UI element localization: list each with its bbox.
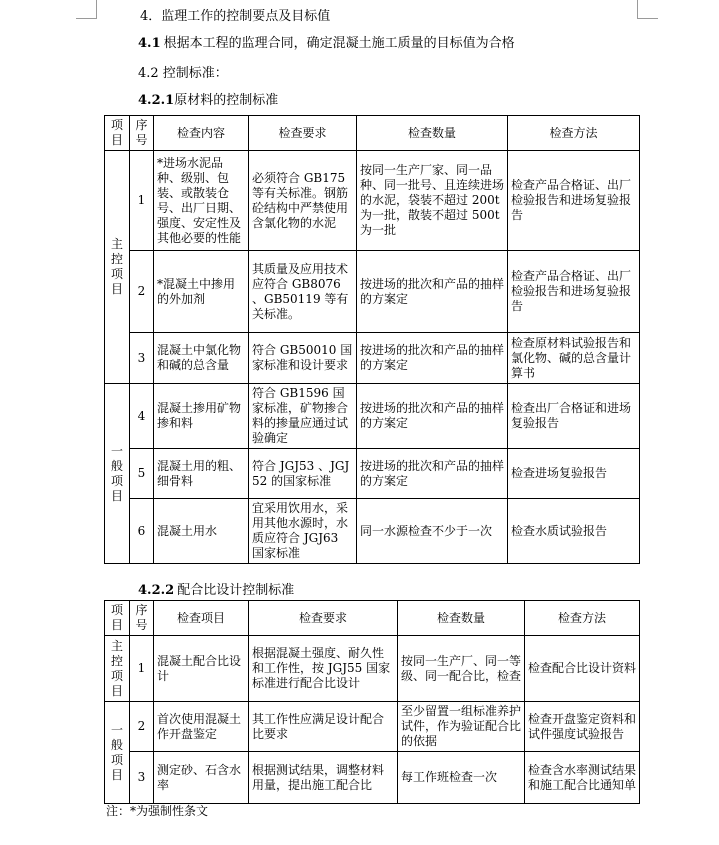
table2-row3-requirement: 根据测试结果，调整材料用量，提出施工配合比 [249,752,398,804]
table1-row6-quantity: 同一水源检查不少于一次 [357,499,508,564]
table2-header-quantity: 检查数量 [398,601,525,636]
table2-row2-requirement: 其工作性应满足设计配合比要求 [249,702,398,752]
table1-header-no: 序号 [130,116,154,151]
table1-header-requirement: 检查要求 [249,116,357,151]
paragraph-4-1-text: 根据本工程的监理合同，确定混凝土施工质量的目标值为合格 [163,36,515,51]
page-corner-mark-right [637,0,658,19]
table2-group-main: 主控项目 [105,636,130,702]
table1-row4-quantity: 按进场的批次和产品的抽样的方案定 [357,384,508,449]
table1-row4-content: 混凝土掺用矿物掺和料 [154,384,249,449]
table-row [105,636,640,702]
footnote: 注：*为强制性条文 [106,804,209,818]
table2-header-row [105,601,640,636]
table1-row2-no: 2 [130,251,154,333]
table2-row3-method: 检查含水率测试结果和施工配合比通知单 [525,752,640,804]
table1-header-row [105,116,640,151]
heading-4-2-1-text: 原材料的控制标准 [174,93,279,108]
heading-4-2-1-number: 4.2.1 [138,93,175,108]
table1-row5-quantity: 按进场的批次和产品的抽样的方案定 [357,449,508,499]
table-row [105,384,640,449]
table1-header-content: 检查内容 [154,116,249,151]
table1-row3-no: 3 [130,333,154,384]
table2-row1-content: 混凝土配合比设计 [154,636,249,702]
table2-header-method: 检查方法 [525,601,640,636]
table1-group-main: 主控项目 [105,151,130,384]
table1-row6-method: 检查水质试验报告 [508,499,640,564]
table1-row2-content: *混凝土中掺用的外加剂 [154,251,249,333]
table2-row1-requirement: 根据混凝土强度、耐久性和工作性，按 JGJ55 国家标准进行配合比设计 [249,636,398,702]
table1-row2-method: 检查产品合格证、出厂检验报告和进场复验报告 [508,251,640,333]
table1-header-project: 项目 [105,116,130,151]
table2-group-general: 一般项目 [105,702,130,804]
table1-row6-no: 6 [130,499,154,564]
table1-group-general: 一般项目 [105,384,130,564]
paragraph-4-1-number: 4.1 [138,36,161,51]
page-corner-mark-left [76,0,97,19]
table1-row1-requirement: 必须符合 GB175 等有关标准。钢筋砼结构中严禁使用含氯化物的水泥 [249,151,357,251]
table2-row2-no: 2 [130,702,154,752]
table1-row3-requirement: 符合 GB50010 国家标准和设计要求 [249,333,357,384]
table2-row1-method: 检查配合比设计资料 [525,636,640,702]
table1-row1-quantity: 按同一生产厂家、同一品种、同一批号、且连续进场的水泥，袋装不超过 200t 为一批，散装不超过 500t 为一批 [357,151,508,251]
table2-header-requirement: 检查要求 [249,601,398,636]
table1-header-method: 检查方法 [508,116,640,151]
table1-row5-no: 5 [130,449,154,499]
table1-row1-no: 1 [130,151,154,251]
heading-4-2-1 [138,89,278,108]
table2-header-project: 项目 [105,601,130,636]
table1-row2-quantity: 按进场的批次和产品的抽样的方案定 [357,251,508,333]
section-heading-4: 4．监理工作的控制要点及目标值 [140,9,331,24]
paragraph-4-1 [138,32,515,51]
table2-row1-quantity: 按同一生产厂、同一等级、同一配合比，检查 [398,636,525,702]
heading-4-2-2-text: 配合比设计控制标准 [177,583,295,598]
table-row [105,449,640,499]
paragraph-4-2: 4.2 控制标准： [138,66,228,81]
table-row [105,702,640,752]
table1-row3-quantity: 按进场的批次和产品的抽样的方案定 [357,333,508,384]
table1-row6-requirement: 宜采用饮用水，采用其他水源时，水质应符合 JGJ63 国家标准 [249,499,357,564]
table1-row1-method: 检查产品合格证、出厂检验报告和进场复验报告 [508,151,640,251]
table-row [105,752,640,804]
table2-row1-no: 1 [130,636,154,702]
table2-row2-content: 首次使用混凝土作开盘鉴定 [154,702,249,752]
table1-header-quantity: 检查数量 [357,116,508,151]
table-row [105,499,640,564]
table1-row4-no: 4 [130,384,154,449]
table2-header-no: 序号 [130,601,154,636]
table1-row6-content: 混凝土用水 [154,499,249,564]
table-row [105,333,640,384]
table1-row3-content: 混凝土中氯化物和碱的总含量 [154,333,249,384]
table1-row3-method: 检查原材料试验报告和氯化物、碱的总含量计算书 [508,333,640,384]
table1-row1-content: *进场水泥品种、级别、包装、或散装仓号、出厂日期、强度、安定性及其他必要的性能 [154,151,249,251]
table2-row2-quantity: 至少留置一组标准养护试件，作为验证配合比的依据 [398,702,525,752]
table2-row3-quantity: 每工作班检查一次 [398,752,525,804]
table1-row2-requirement: 其质量及应用技术应符合 GB8076 、GB50119 等有关标准。 [249,251,357,333]
table1-row4-method: 检查出厂合格证和进场复验报告 [508,384,640,449]
table1-row5-requirement: 符合 JGJ53 、JGJ52 的国家标准 [249,449,357,499]
table2-row3-content: 测定砂、石含水率 [154,752,249,804]
table-row [105,151,640,251]
mix-design-control-table [104,600,640,804]
table2-row2-method: 检查开盘鉴定资料和试件强度试验报告 [525,702,640,752]
table-row [105,251,640,333]
table1-row4-requirement: 符合 GB1596 国家标准，矿物掺合料的掺量应通过试验确定 [249,384,357,449]
heading-4-2-2-number: 4.2.2 [138,583,175,598]
heading-4-2-2 [138,579,294,598]
table2-row3-no: 3 [130,752,154,804]
raw-material-control-table [104,115,640,564]
table1-row5-method: 检查进场复验报告 [508,449,640,499]
table1-row5-content: 混凝土用的粗、细骨料 [154,449,249,499]
table2-header-item: 检查项目 [154,601,249,636]
